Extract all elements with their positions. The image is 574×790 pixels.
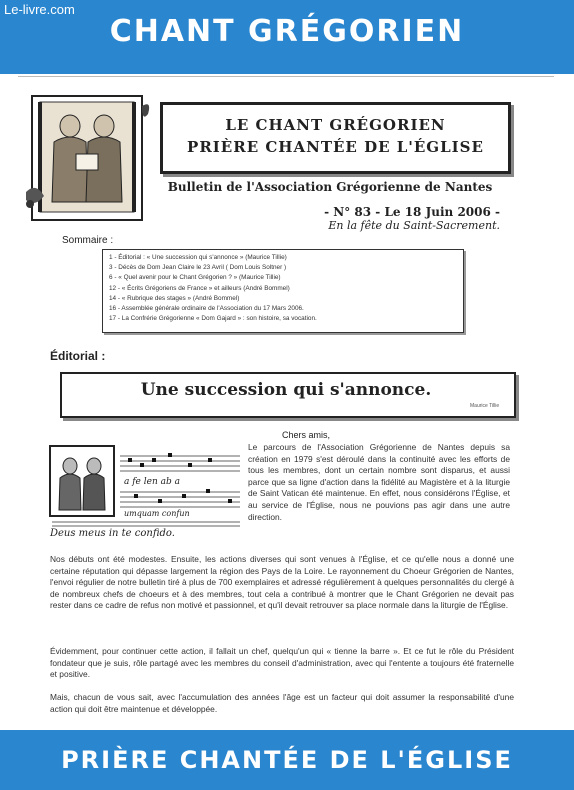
editorial-paragraph-3: Évidemment, pour continuer cette action, il fallait un chef, quelqu'un qui « tienne la barre ». Et ce fut le rôle du Président fondateur que je suis, rôle partagé avec les membres du conseil d'administration, avec qui l'entente a toujours été fraternelle et positive. (50, 646, 514, 680)
list-item: 6 - « Quel avenir pour le Chant Grégorien ? » (Maurice Tillie) (109, 274, 281, 282)
footer-band (0, 730, 574, 790)
issue-number: - N° 83 - Le 18 Juin 2006 - (324, 205, 500, 219)
masthead-title-box (160, 102, 511, 174)
illustration-caption: Deus meus in te confido. (50, 528, 175, 539)
headline-credit: Maurice Tillie (470, 403, 500, 409)
editorial-column-paragraph: Le parcours de l'Association Grégorienne de Nantes depuis sa création en 1979 s'est déroulé dans la continuité avec les efforts de tous les membres, dont un certain nombre sont disparus, et aussi parce que sa ligne d'action dans la fidélité au Magistère et à la liturgie de Saint Vatican été maintenue. En effet, nous considérons l'Église, et au service de l'Église, nous ne pouvions pas agir dans une autre direction. (248, 442, 510, 522)
list-item: 12 - « Écrits Grégoriens de France » et ailleurs (André Bommel) (109, 284, 290, 292)
footer-title: PRIÈRE CHANTÉE DE L'ÉGLISE (61, 746, 513, 774)
lettrine-illustration-icon (22, 92, 152, 228)
masthead-line1: LE CHANT GRÉGORIEN (225, 116, 446, 134)
editorial-paragraph-4: Mais, chacun de vous sait, avec l'accumulation des années l'âge est un facteur qui doit assumer la responsabilité d'une action qui doit être maintenue et développée. (50, 692, 514, 714)
salutation: Chers amis, (282, 430, 331, 440)
bulletin-subtitle: Bulletin de l'Association Grégorienne de Nantes (167, 180, 493, 194)
feast-line: En la fête du Saint-Sacrement. (328, 219, 500, 232)
list-item: 14 - « Rubrique des stages » (André Bommel) (109, 294, 240, 302)
editorial-label: Éditorial : (50, 349, 106, 363)
header-title: CHANT GRÉGORIEN (109, 14, 465, 49)
list-item: 3 - Décès de Dom Jean Claire le 23 Avril ( Dom Louis Soltner ) (109, 264, 287, 272)
masthead-line2: PRIÈRE CHANTÉE DE L'ÉGLISE (187, 138, 484, 156)
editorial-headline: Une succession qui s'annonce. (140, 380, 432, 400)
header-band (0, 0, 574, 74)
list-item: 16 - Assemblée générale ordinaire de l'Association du 17 Mars 2006. (109, 305, 304, 313)
sommaire-label: Sommaire : (62, 235, 114, 246)
svg-text:umquam confun: umquam confun (124, 509, 190, 518)
svg-text:a fe len ab a: a fe len ab a (124, 477, 180, 487)
sommaire-list (102, 249, 464, 333)
list-item: 1 - Éditorial : « Une succession qui s'annonce » (Maurice Tillie) (109, 254, 287, 261)
watermark: Le-livre.com (4, 2, 75, 17)
list-item: 17 - La Confrérie Grégorienne « Dom Gajard » : son histoire, sa vocation. (109, 315, 317, 323)
editorial-paragraph-2: Nos débuts ont été modestes. Ensuite, les actions diverses qui sont venues à l'Église, et ce qu'elle nous a donné une certaine réputation qui dépasse largement la région des Pays de la Loire. Le rayonnement du Choeur Grégorien de Nantes, l'envoi régulier de notre bulletin tiré à plus de 700 exemplaires et adressé régulièrement à quelques personnalités du clergé à de nombreux chefs de choeurs et à des membres, tout cela a contribué à montrer que le Chant Grégorien ne devait pas rester dans ce cadre de refus non motivé et passionnel, et qu'il devait retrouver sa place normale dans la liturgie de l'Église. (50, 554, 514, 611)
